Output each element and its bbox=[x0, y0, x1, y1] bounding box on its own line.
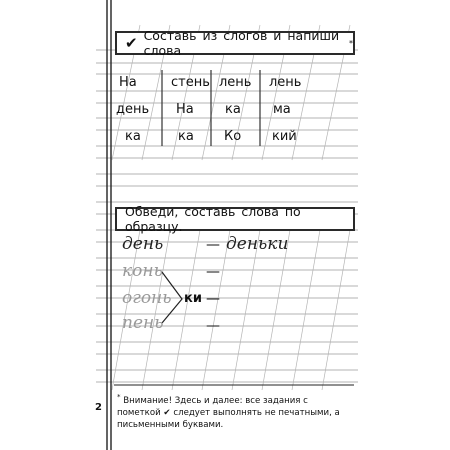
syllable-cell: ма bbox=[273, 102, 291, 117]
practice-word-ogon: огонь bbox=[122, 288, 172, 308]
syllable-cell: ка bbox=[125, 129, 141, 144]
sample-dash: — bbox=[206, 237, 220, 253]
suffix-ki: ки bbox=[184, 291, 202, 306]
syllable-cell: день bbox=[116, 102, 150, 117]
syllable-cell: На bbox=[176, 102, 194, 117]
page-number: 2 bbox=[95, 402, 102, 413]
task1-text: Составь из слогов и напиши слова bbox=[143, 28, 340, 58]
practice-dash: — bbox=[206, 291, 220, 307]
practice-dash: — bbox=[206, 318, 220, 334]
syllable-cell: ка bbox=[225, 102, 241, 117]
sample-answer: деньки bbox=[226, 234, 289, 254]
practice-word-pen: пень bbox=[122, 313, 164, 333]
task2-text: Обведи, составь слова по образцу. bbox=[125, 204, 301, 234]
syllable-cell: лень bbox=[219, 75, 252, 90]
practice-word-kon: конь bbox=[122, 261, 163, 281]
footnote bbox=[117, 391, 353, 431]
footnote-text: Внимание! Здесь и далее: все задания с пометкой ✔ следует выполнять не печатными, а письменными буквами. bbox=[117, 395, 340, 430]
checkmark-icon: ✔ bbox=[125, 33, 138, 52]
syllable-cell: На bbox=[119, 75, 137, 90]
task2-box bbox=[115, 204, 355, 234]
syllable-cell: стень bbox=[171, 75, 210, 90]
practice-dash: — bbox=[206, 264, 220, 280]
syllable-cell: Ко bbox=[224, 129, 242, 144]
task1-box bbox=[115, 28, 355, 58]
task1-footnote-mark: * bbox=[349, 38, 353, 48]
syllable-cell: кий bbox=[272, 129, 297, 144]
syllable-cell: лень bbox=[269, 75, 302, 90]
footnote-mark: * bbox=[117, 393, 121, 401]
syllable-cell: ка bbox=[178, 129, 194, 144]
sample-word: день bbox=[122, 234, 164, 254]
